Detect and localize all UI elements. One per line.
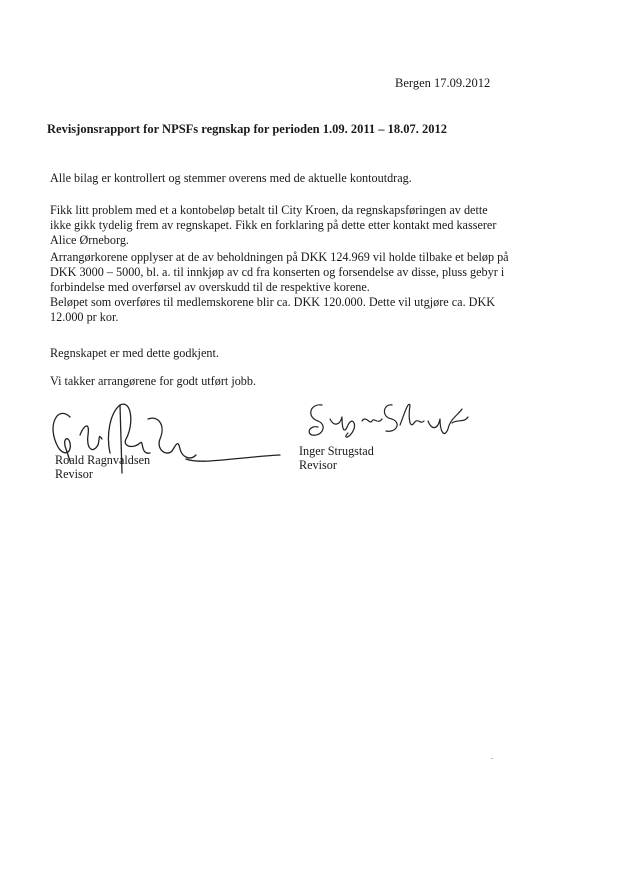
paragraph-verification bbox=[50, 171, 412, 186]
paragraph-line: 12.000 pr kor. bbox=[50, 310, 119, 324]
paragraph-approval bbox=[50, 346, 219, 361]
signatory-role: Revisor bbox=[55, 467, 93, 481]
signatory-name: Inger Strugstad bbox=[299, 444, 374, 458]
paragraph-thanks bbox=[50, 374, 256, 389]
paragraph-line: Alice Ørneborg. bbox=[50, 233, 129, 247]
paragraph-line: Regnskapet er med dette godkjent. bbox=[50, 346, 219, 360]
paragraph-line: ikke gikk tydelig frem av regnskapet. Fikk en forklaring på dette etter kontakt med kasserer bbox=[50, 218, 497, 232]
paragraph-line: forbindelse med overførsel av overskudd til de respektive korene. bbox=[50, 280, 370, 294]
paragraph-line: Alle bilag er kontrollert og stemmer overens med de aktuelle kontoutdrag. bbox=[50, 171, 412, 185]
signatory-role: Revisor bbox=[299, 458, 337, 472]
paragraph-line: Beløpet som overføres til medlemskorene blir ca. DKK 120.000. Dette vil utgjøre ca. DKK bbox=[50, 295, 496, 309]
paragraph-city-kroen bbox=[50, 203, 496, 248]
signature-inger-strugstad bbox=[292, 395, 472, 445]
signatory-name: Roald Ragnvaldsen bbox=[55, 453, 151, 467]
signatory-right bbox=[299, 444, 374, 472]
place-date: Bergen 17.09.2012 bbox=[395, 76, 491, 90]
paragraph-line: Fikk litt problem med et a kontobeløp betalt til City Kroen, da regnskapsføringen av dette bbox=[50, 203, 488, 217]
paragraph-holdings bbox=[50, 250, 509, 325]
paragraph-line: Arrangørkorene opplyser at de av beholdningen på DKK 124.969 vil holde tilbake et beløp på bbox=[50, 250, 509, 264]
scan-speck bbox=[491, 758, 493, 759]
paragraph-line: DKK 3000 – 5000, bl. a. til innkjøp av cd fra konserten og forsendelse av disse, pluss gebyr i bbox=[50, 265, 505, 279]
signatory-left bbox=[55, 453, 150, 481]
paragraph-line: Vi takker arrangørene for godt utført jobb. bbox=[50, 374, 257, 388]
document-title: Revisjonsrapport for NPSFs regnskap for perioden 1.09. 2011 – 18.07. 2012 bbox=[47, 122, 448, 136]
